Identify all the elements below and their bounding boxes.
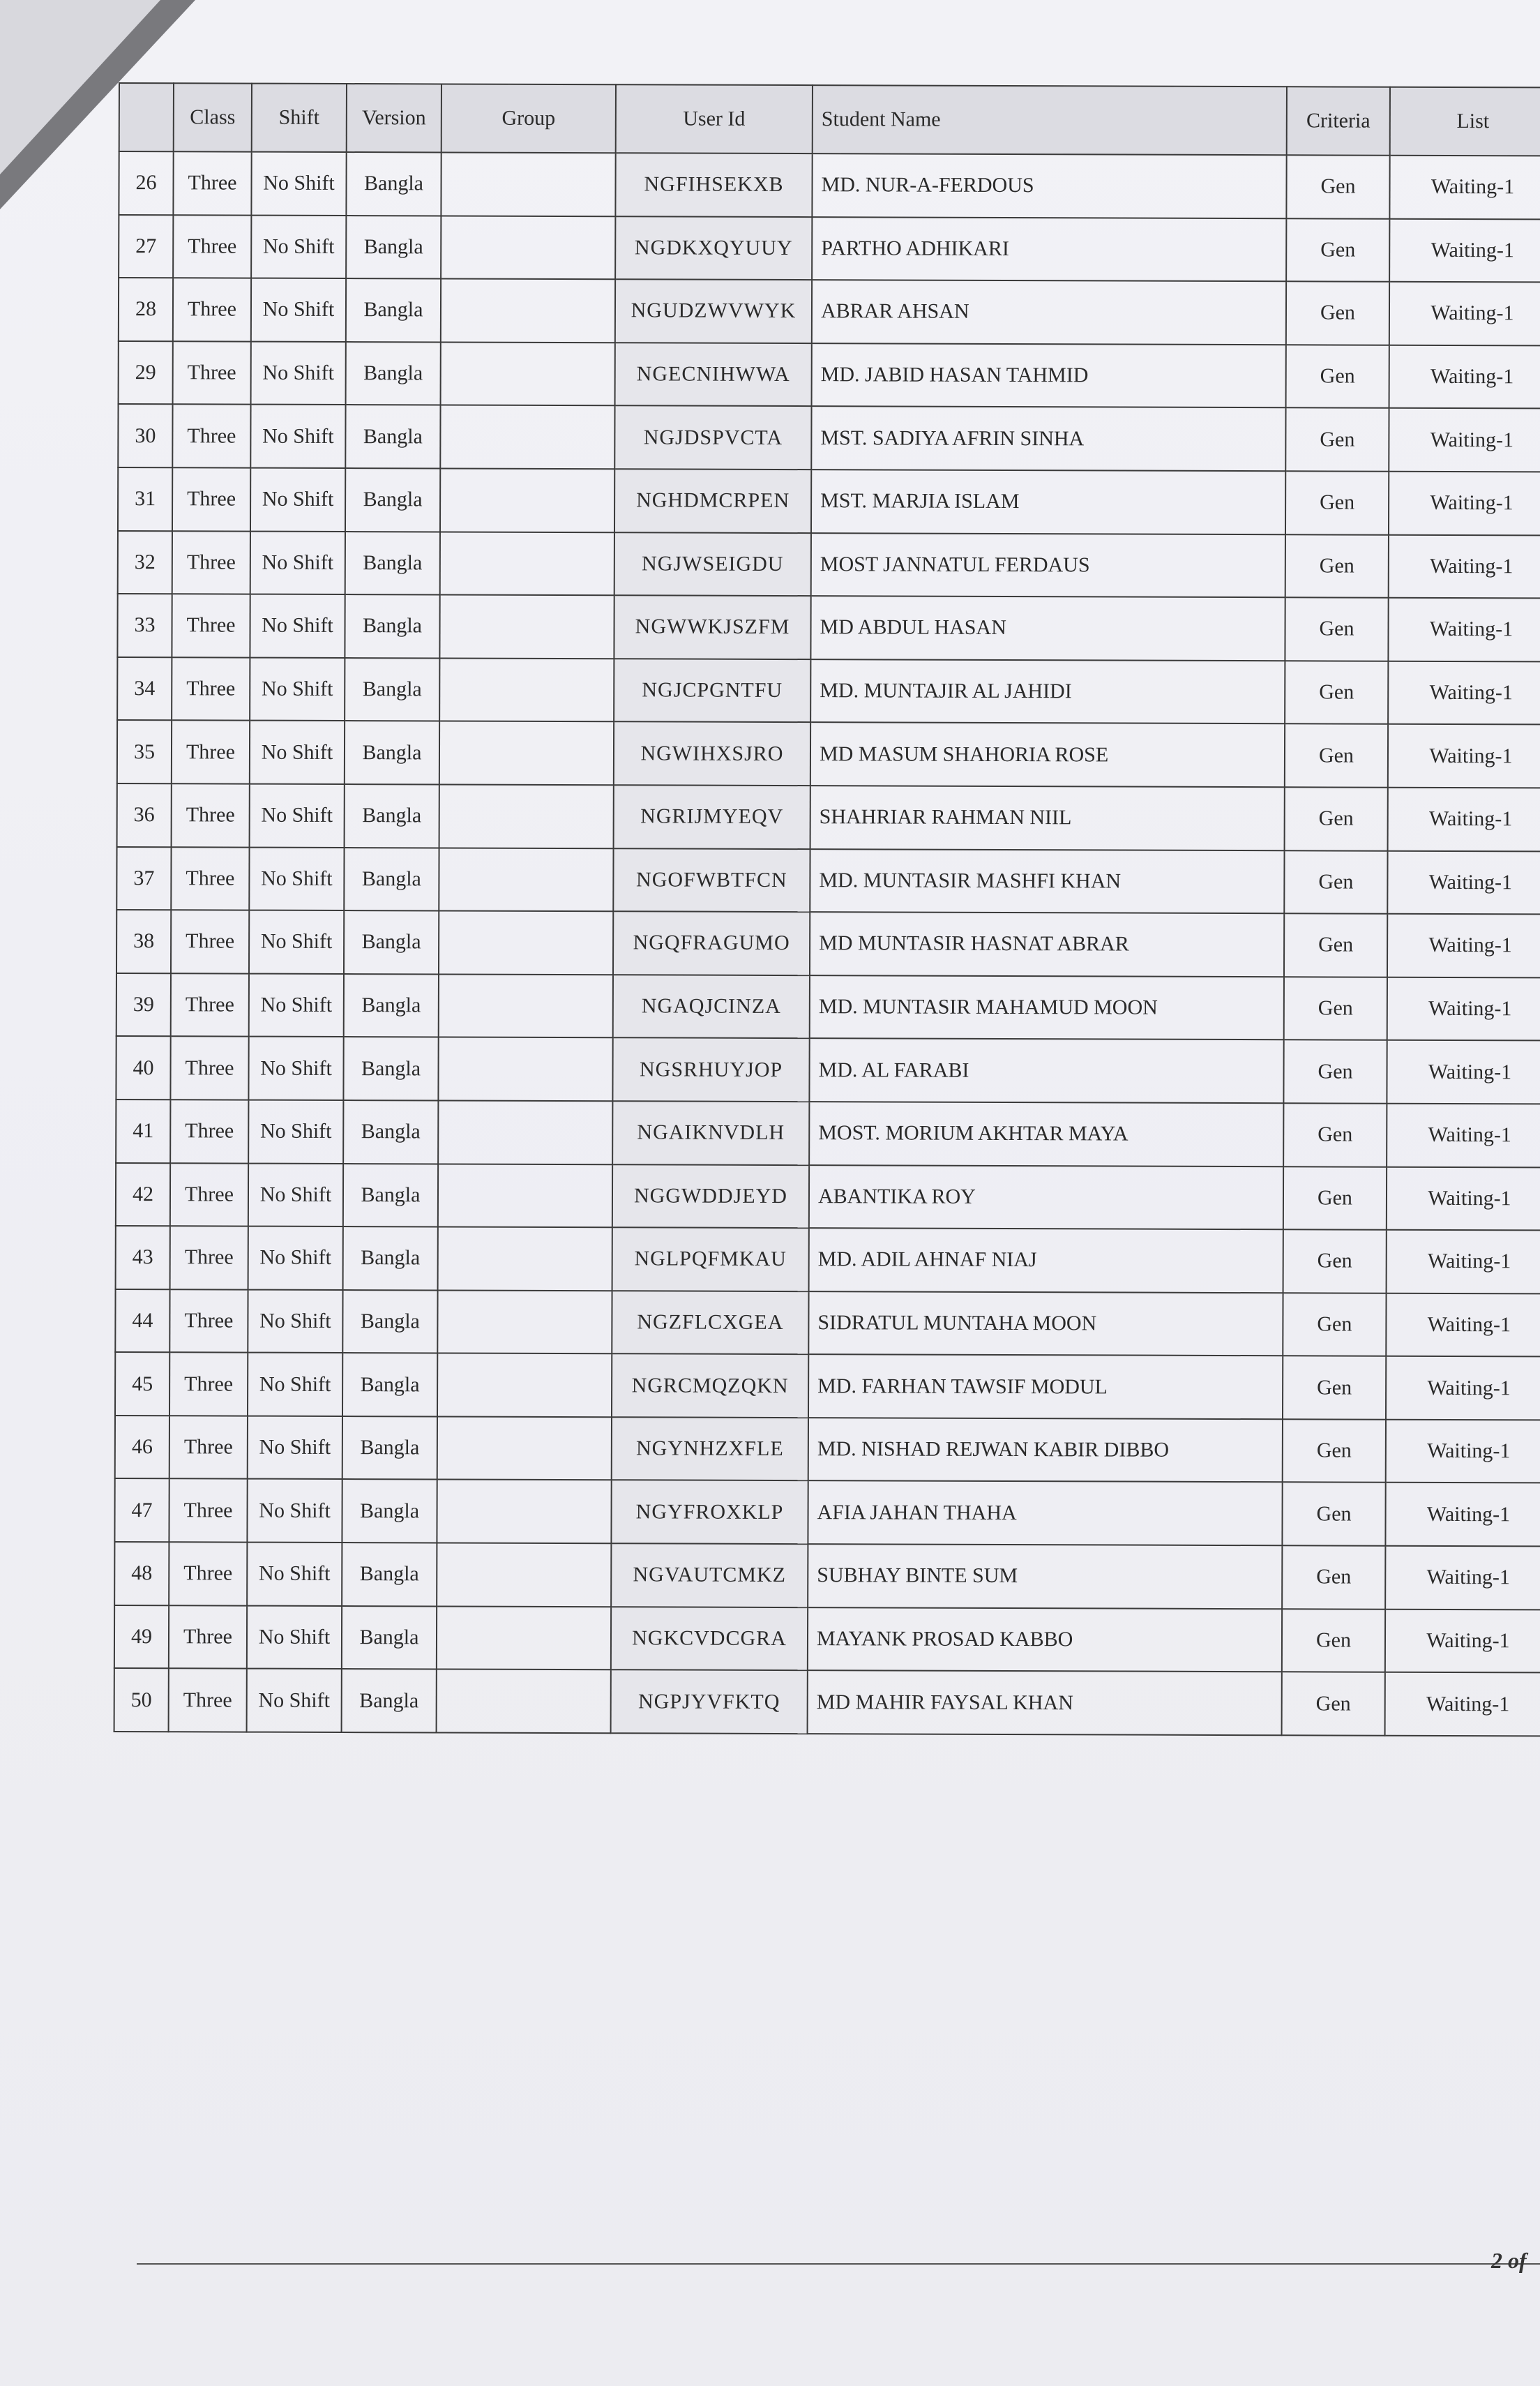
cell-user-id: NGAQJCINZA [613, 975, 810, 1038]
cell-student-name: MAYANK PROSAD KABBO [808, 1607, 1282, 1672]
cell-list: Waiting-1 [1388, 661, 1540, 724]
cell-serial: 38 [116, 910, 171, 973]
table-row [114, 1542, 1540, 1610]
cell-criteria: Gen [1282, 1609, 1385, 1672]
cell-criteria: Gen [1285, 471, 1389, 534]
header-group: Group [441, 84, 616, 153]
cell-student-name: MST. SADIYA AFRIN SINHA [811, 406, 1285, 471]
cell-version: Bangla [342, 1290, 437, 1353]
cell-version: Bangla [346, 278, 441, 342]
cell-group [439, 911, 613, 975]
cell-criteria: Gen [1283, 1166, 1387, 1230]
cell-student-name: SHAHRIAR RAHMAN NIIL [810, 786, 1285, 850]
cell-user-id: NGSRHUYJOP [612, 1038, 809, 1102]
cell-serial: 30 [118, 404, 172, 467]
cell-criteria: Gen [1283, 1040, 1387, 1104]
cell-shift: No Shift [250, 468, 345, 532]
cell-criteria: Gen [1285, 724, 1388, 788]
cell-criteria: Gen [1286, 155, 1389, 218]
cell-version: Bangla [346, 342, 441, 405]
cell-version: Bangla [342, 1479, 437, 1543]
cell-student-name: MD MUNTASIR HASNAT ABRAR [810, 912, 1284, 977]
cell-user-id: NGQFRAGUMO [613, 911, 810, 975]
cell-serial: 34 [117, 657, 172, 721]
cell-group [441, 216, 615, 279]
cell-criteria: Gen [1283, 1103, 1387, 1166]
cell-criteria: Gen [1285, 597, 1388, 661]
cell-serial: 33 [117, 594, 172, 657]
table-row [118, 467, 1540, 535]
cell-user-id: NGZFLCXGEA [612, 1291, 808, 1354]
cell-student-name: MD MASUM SHAHORIA ROSE [810, 722, 1285, 787]
cell-criteria: Gen [1283, 1419, 1386, 1483]
cell-student-name: ABANTIKA ROY [809, 1165, 1283, 1230]
cell-list: Waiting-1 [1387, 1040, 1540, 1104]
table-row [119, 341, 1540, 409]
cell-student-name: MD. NISHAD REJWAN KABIR DIBBO [808, 1418, 1283, 1483]
cell-serial: 28 [119, 278, 173, 341]
cell-list: Waiting-1 [1389, 472, 1540, 535]
cell-class: Three [172, 594, 250, 657]
cell-student-name: SIDRATUL MUNTAHA MOON [808, 1291, 1283, 1356]
cell-criteria: Gen [1286, 281, 1389, 345]
cell-version: Bangla [345, 594, 439, 658]
cell-serial: 47 [114, 1478, 169, 1542]
cell-shift: No Shift [251, 278, 346, 342]
cell-class: Three [170, 1226, 248, 1289]
cell-student-name: MD. MUNTAJIR AL JAHIDI [810, 659, 1285, 724]
cell-shift: No Shift [250, 531, 345, 594]
cell-user-id: NGUDZWVWYK [615, 279, 812, 343]
cell-group [441, 152, 615, 216]
cell-list: Waiting-1 [1387, 977, 1540, 1040]
table-row [116, 1036, 1540, 1104]
cell-class: Three [170, 1163, 248, 1226]
cell-serial: 44 [115, 1289, 169, 1353]
cell-criteria: Gen [1285, 787, 1388, 850]
cell-version: Bangla [342, 1606, 437, 1670]
cell-shift: No Shift [248, 1289, 342, 1353]
cell-version: Bangla [345, 784, 439, 848]
table-row [114, 1478, 1540, 1546]
cell-class: Three [172, 657, 250, 721]
cell-shift: No Shift [250, 657, 345, 721]
cell-user-id: NGHDMCRPEN [614, 469, 811, 532]
cell-version: Bangla [342, 1543, 437, 1606]
cell-student-name: AFIA JAHAN THAHA [808, 1481, 1282, 1546]
cell-shift: No Shift [248, 1416, 342, 1479]
cell-group [437, 1670, 611, 1733]
cell-class: Three [169, 1479, 247, 1543]
cell-student-name: MD. FARHAN TAWSIF MODUL [808, 1354, 1283, 1419]
table-row [116, 973, 1540, 1041]
cell-class: Three [172, 783, 250, 847]
table-row [116, 1100, 1540, 1167]
header-user-id: User Id [616, 84, 813, 153]
cell-version: Bangla [343, 1037, 438, 1100]
cell-shift: No Shift [248, 1163, 343, 1226]
cell-student-name: MOST JANNATUL FERDAUS [811, 533, 1285, 598]
cell-group [439, 974, 613, 1037]
cell-student-name: ABRAR AHSAN [812, 280, 1286, 345]
cell-student-name: MD. MUNTASIR MASHFI KHAN [810, 849, 1284, 914]
cell-version: Bangla [342, 1416, 437, 1480]
cell-list: Waiting-1 [1389, 534, 1540, 598]
cell-class: Three [172, 405, 250, 468]
cell-shift: No Shift [250, 405, 345, 468]
cell-group [440, 468, 614, 532]
cell-student-name: SUBHAY BINTE SUM [808, 1544, 1282, 1609]
cell-criteria: Gen [1284, 913, 1387, 977]
cell-user-id: NGJDSPVCTA [614, 406, 811, 470]
cell-group [439, 721, 614, 785]
cell-version: Bangla [343, 1100, 438, 1164]
cell-shift: No Shift [251, 152, 346, 216]
cell-class: Three [171, 910, 249, 973]
cell-serial: 43 [116, 1226, 170, 1289]
table-row [115, 1352, 1540, 1420]
cell-version: Bangla [346, 152, 441, 216]
cell-group [439, 784, 614, 848]
cell-user-id: NGVAUTCMKZ [611, 1543, 808, 1607]
cell-group [437, 1290, 612, 1353]
cell-version: Bangla [343, 1226, 438, 1290]
cell-class: Three [169, 1605, 247, 1669]
header-serial [119, 83, 174, 151]
cell-class: Three [173, 341, 251, 405]
cell-group [437, 1543, 611, 1607]
cell-version: Bangla [344, 910, 439, 974]
cell-user-id: NGJWSEIGDU [614, 532, 811, 596]
cell-criteria: Gen [1286, 345, 1389, 408]
cell-shift: No Shift [250, 721, 345, 784]
cell-list: Waiting-1 [1386, 1293, 1540, 1356]
page-number: 2 of [1491, 2248, 1527, 2273]
cell-class: Three [173, 151, 251, 215]
cell-serial: 29 [119, 341, 173, 405]
cell-class: Three [169, 1416, 248, 1479]
cell-shift: No Shift [249, 847, 344, 910]
cell-user-id: NGYNHZXFLE [612, 1417, 808, 1480]
cell-list: Waiting-1 [1389, 282, 1540, 345]
cell-class: Three [172, 531, 250, 594]
cell-criteria: Gen [1286, 218, 1389, 282]
cell-shift: No Shift [247, 1479, 342, 1543]
cell-criteria: Gen [1284, 850, 1387, 914]
cell-serial: 48 [114, 1542, 169, 1605]
cell-list: Waiting-1 [1386, 1356, 1540, 1420]
cell-user-id: NGECNIHWWA [615, 343, 812, 406]
cell-list: Waiting-1 [1387, 1104, 1540, 1167]
cell-version: Bangla [345, 405, 440, 468]
cell-criteria: Gen [1283, 1229, 1387, 1293]
cell-serial: 27 [119, 215, 173, 278]
cell-criteria: Gen [1285, 661, 1388, 724]
cell-class: Three [170, 1100, 248, 1163]
header-class: Class [174, 83, 252, 151]
table-row [117, 594, 1540, 661]
cell-criteria: Gen [1283, 1356, 1386, 1420]
cell-version: Bangla [344, 974, 439, 1037]
cell-shift: No Shift [249, 973, 344, 1037]
cell-list: Waiting-1 [1387, 914, 1540, 977]
cell-class: Three [170, 1037, 248, 1100]
cell-shift: No Shift [248, 1353, 342, 1416]
cell-serial: 39 [116, 973, 171, 1037]
cell-version: Bangla [345, 532, 440, 595]
cell-version: Bangla [345, 658, 439, 721]
cell-criteria: Gen [1283, 1293, 1386, 1356]
header-criteria: Criteria [1287, 87, 1390, 155]
cell-shift: No Shift [251, 215, 346, 278]
header-list: List [1390, 87, 1540, 156]
cell-serial: 36 [117, 783, 172, 847]
cell-user-id: NGWIHXSJRO [614, 722, 810, 786]
cell-list: Waiting-1 [1389, 218, 1540, 282]
cell-user-id: NGWWKJSZFM [614, 595, 810, 659]
cell-class: Three [172, 467, 250, 531]
cell-user-id: NGAIKNVDLH [612, 1101, 809, 1164]
table-row [115, 1289, 1540, 1357]
cell-criteria: Gen [1285, 534, 1389, 598]
cell-user-id: NGOFWBTFCN [613, 848, 810, 912]
cell-group [437, 1480, 611, 1543]
cell-shift: No Shift [247, 1669, 342, 1732]
cell-criteria: Gen [1285, 408, 1389, 472]
cell-version: Bangla [346, 216, 441, 279]
cell-list: Waiting-1 [1385, 1483, 1540, 1546]
cell-group [438, 1037, 612, 1101]
cell-list: Waiting-1 [1388, 724, 1540, 788]
cell-user-id: NGFIHSEKXB [615, 153, 812, 216]
cell-user-id: NGKCVDCGRA [611, 1607, 808, 1670]
header-shift: Shift [252, 84, 347, 152]
table-row [119, 278, 1540, 345]
cell-student-name: PARTHO ADHIKARI [812, 217, 1286, 282]
cell-serial: 50 [114, 1668, 169, 1732]
cell-user-id: NGJCPGNTFU [614, 659, 810, 722]
cell-criteria: Gen [1282, 1672, 1385, 1736]
cell-list: Waiting-1 [1385, 1672, 1540, 1736]
table-row [119, 151, 1540, 219]
cell-serial: 41 [116, 1100, 170, 1163]
cell-shift: No Shift [247, 1543, 342, 1606]
cell-user-id: NGRCMQZQKN [612, 1354, 808, 1418]
footer-divider [137, 2263, 1540, 2265]
cell-version: Bangla [345, 468, 440, 532]
cell-class: Three [172, 721, 250, 784]
cell-serial: 49 [114, 1605, 169, 1669]
cell-user-id: NGPJYVFKTQ [611, 1670, 808, 1733]
cell-shift: No Shift [248, 1226, 343, 1290]
table-header-row [119, 83, 1540, 156]
cell-shift: No Shift [248, 1100, 343, 1163]
cell-shift: No Shift [249, 910, 344, 974]
cell-class: Three [169, 1542, 247, 1605]
cell-list: Waiting-1 [1388, 598, 1540, 661]
table-row [116, 847, 1540, 915]
cell-group [441, 279, 615, 343]
cell-student-name: MD. MUNTASIR MAHAMUD MOON [810, 975, 1284, 1040]
cell-serial: 26 [119, 151, 173, 215]
cell-student-name: MST. MARJIA ISLAM [811, 470, 1285, 534]
cell-class: Three [171, 973, 249, 1037]
cell-serial: 35 [117, 720, 172, 783]
cell-list: Waiting-1 [1386, 1420, 1540, 1483]
waiting-list-table [114, 82, 1540, 1736]
cell-list: Waiting-1 [1389, 408, 1540, 472]
cell-serial: 45 [115, 1352, 169, 1416]
cell-student-name: MD. JABID HASAN TAHMID [812, 343, 1286, 408]
cell-criteria: Gen [1284, 977, 1387, 1040]
cell-list: Waiting-1 [1387, 850, 1540, 914]
cell-version: Bangla [345, 721, 439, 784]
cell-group [437, 1353, 612, 1417]
cell-list: Waiting-1 [1385, 1546, 1540, 1610]
cell-serial: 37 [116, 847, 171, 910]
cell-criteria: Gen [1282, 1483, 1385, 1546]
cell-group [439, 658, 614, 721]
cell-shift: No Shift [248, 1037, 343, 1100]
cell-criteria: Gen [1282, 1545, 1385, 1609]
cell-group [437, 1416, 612, 1480]
cell-class: Three [169, 1353, 248, 1416]
cell-group [437, 1606, 611, 1670]
cell-student-name: MD MAHIR FAYSAL KHAN [808, 1670, 1282, 1735]
cell-list: Waiting-1 [1388, 788, 1540, 851]
cell-user-id: NGGWDDJEYD [612, 1164, 809, 1228]
header-student-name: Student Name [813, 85, 1287, 155]
cell-class: Three [169, 1289, 248, 1353]
cell-class: Three [173, 215, 251, 278]
cell-group [438, 1227, 612, 1291]
table-row [117, 720, 1540, 788]
cell-group [440, 405, 614, 469]
table-row [117, 657, 1540, 725]
cell-list: Waiting-1 [1389, 345, 1540, 409]
table-body [114, 151, 1540, 1736]
table-row [118, 404, 1540, 472]
table-row [117, 783, 1540, 851]
cell-class: Three [173, 278, 251, 341]
cell-student-name: MOST. MORIUM AKHTAR MAYA [809, 1102, 1283, 1166]
cell-serial: 31 [118, 467, 172, 531]
table-row [116, 1162, 1540, 1230]
cell-group [439, 848, 613, 911]
table-row [114, 1605, 1540, 1673]
cell-shift: No Shift [251, 341, 346, 405]
table-row [114, 1668, 1540, 1736]
cell-list: Waiting-1 [1387, 1166, 1540, 1230]
cell-user-id: NGDKXQYUUY [615, 216, 812, 280]
cell-shift: No Shift [250, 594, 345, 658]
cell-group [440, 532, 614, 595]
cell-group [438, 1100, 612, 1164]
cell-serial: 40 [116, 1036, 170, 1100]
cell-student-name: MD. ADIL AHNAF NIAJ [809, 1228, 1283, 1293]
header-version: Version [347, 84, 441, 152]
cell-group [439, 595, 614, 659]
cell-group [438, 1164, 612, 1227]
cell-serial: 46 [115, 1416, 169, 1479]
cell-version: Bangla [342, 1353, 437, 1416]
cell-shift: No Shift [250, 784, 345, 848]
cell-user-id: NGLPQFMKAU [612, 1227, 809, 1291]
cell-serial: 32 [118, 531, 172, 594]
table-row [119, 215, 1540, 283]
cell-class: Three [171, 847, 249, 910]
cell-version: Bangla [342, 1669, 437, 1732]
cell-user-id: NGRIJMYEQV [614, 785, 810, 848]
cell-version: Bangla [344, 848, 439, 911]
cell-group [441, 342, 615, 405]
cell-version: Bangla [343, 1164, 438, 1227]
cell-list: Waiting-1 [1385, 1609, 1540, 1672]
cell-student-name: MD. NUR-A-FERDOUS [812, 153, 1286, 218]
cell-user-id: NGYFROXKLP [611, 1480, 808, 1544]
cell-student-name: MD. AL FARABI [809, 1038, 1283, 1103]
cell-list: Waiting-1 [1387, 1230, 1540, 1293]
table-row [115, 1416, 1540, 1483]
table-row [116, 1226, 1540, 1293]
cell-class: Three [169, 1668, 247, 1732]
cell-shift: No Shift [247, 1605, 342, 1669]
cell-student-name: MD ABDUL HASAN [810, 596, 1285, 661]
cell-list: Waiting-1 [1389, 156, 1540, 219]
table-row [116, 910, 1540, 977]
table-row [118, 531, 1540, 599]
cell-serial: 42 [116, 1162, 170, 1226]
